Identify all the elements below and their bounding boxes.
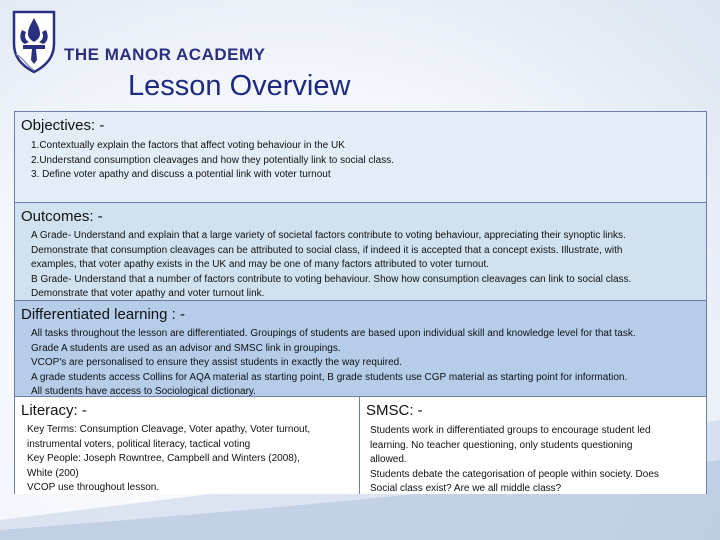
outcomes-heading: Outcomes: - (21, 208, 103, 225)
objectives-list (31, 139, 700, 183)
smsc-line: learning. No teacher questioning, only students questioning (370, 439, 633, 451)
differentiated-heading: Differentiated learning : - (21, 306, 185, 323)
literacy-section (15, 397, 360, 494)
objective-item: 3. Define voter apathy and discuss a potential link with voter turnout (31, 169, 331, 180)
literacy-heading: Literacy: - (21, 402, 87, 419)
literacy-line: Key People: Joseph Rowntree, Campbell and Winters (2008), (27, 453, 300, 464)
objectives-section (15, 112, 706, 203)
objectives-heading: Objectives: - (21, 117, 105, 134)
lesson-overview-table (14, 111, 707, 494)
differentiated-line: VCOP's are personalised to ensure they assist students in exactly the way required. (31, 357, 402, 368)
differentiated-text (31, 327, 700, 397)
smsc-line: Students debate the categorisation of people within society. Does (370, 468, 659, 480)
smsc-line: Social class exist? Are we all middle class? (370, 483, 562, 494)
outcome-line: Demonstrate that consumption cleavages can be attributed to social class, if indeed it is accepted that a concept exists. Illustrate, with (31, 244, 623, 256)
objective-item: 1.Contextually explain the factors that affect voting behaviour in the UK (31, 140, 345, 151)
outcome-line: A Grade- Understand and explain that a large variety of societal factors contribute to voting behaviour, appreciating their synoptic links. (31, 230, 626, 241)
academy-name: THE MANOR ACADEMY (64, 45, 266, 64)
differentiated-line: All tasks throughout the lesson are differentiated. Groupings of students are based upon individual skill and knowledge level for that task. (31, 328, 636, 339)
smsc-line: Students work in differentiated groups to encourage student led (370, 425, 651, 436)
smsc-heading: SMSC: - (366, 402, 423, 419)
differentiated-line: All students have access to Sociological dictionary. (31, 386, 256, 397)
outcome-line: Demonstrate that voter apathy and voter turnout link. (31, 288, 265, 299)
literacy-line: VCOP use throughout lesson. (27, 482, 160, 493)
smsc-line: allowed. (370, 454, 407, 465)
differentiated-line: Grade A students are used as an advisor and SMSC link in groupings. (31, 342, 341, 354)
literacy-line: White (200) (27, 467, 79, 479)
outcome-line: B Grade- Understand that a number of factors contribute to voting behaviour. Show how consumption cleavages can link to social class. (31, 273, 632, 285)
literacy-line: Key Terms: Consumption Cleavage, Voter apathy, Voter turnout, (27, 424, 311, 435)
smsc-section (360, 397, 706, 494)
outcomes-section (15, 203, 706, 301)
bottom-row (15, 397, 706, 494)
differentiated-learning-section (15, 301, 706, 397)
literacy-line: instrumental voters, political literacy, tactical voting (27, 438, 251, 450)
outcome-line: examples, that voter apathy exists in the UK and may be one of many factors attributed to voter turnout. (31, 259, 490, 270)
outcomes-text (31, 229, 700, 301)
differentiated-line: A grade students access Collins for AQA material as starting point, B grade students use CGP material as starting point for information. (31, 371, 628, 383)
smsc-text (370, 424, 700, 494)
objective-item: 2.Understand consumption cleavages and how they potentially link to social class. (31, 154, 394, 166)
page-title: Lesson Overview (128, 70, 351, 102)
academy-crest-logo (10, 8, 58, 74)
literacy-text (27, 423, 353, 494)
